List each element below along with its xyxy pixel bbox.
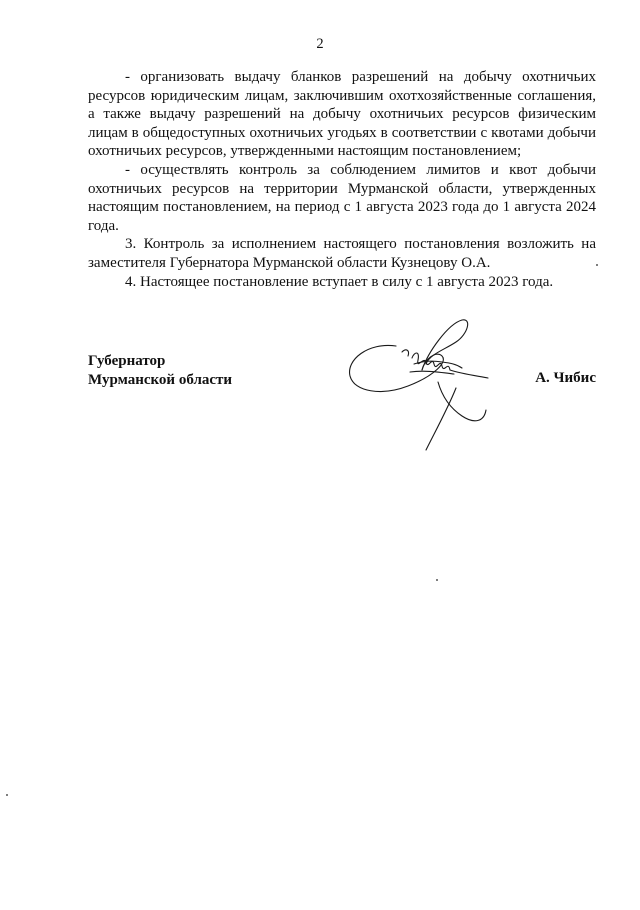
signatory-title-line2: Мурманской области [88,371,233,388]
paragraph-responsibility: 3. Контроль за исполнением настоящего постановления возложить на заместителя Губернатора Мурманской области Кузнецову О.А. [88,236,596,271]
document-body [88,68,596,291]
signatory-name: А. Чибис [535,370,596,386]
signatory-title [88,352,232,389]
paragraph-effective-date: 4. Настоящее постановление вступает в силу с 1 августа 2023 года. [125,273,554,290]
paragraph-issue-permits: - организовать выдачу бланков разрешений на добычу охотничьих ресурсов юридическим лицам, заключившим охотхозяйственные соглашения, а также выдачу разрешений на добычу охотничьих ресурсов физическим лицам в общедоступных охотничьих угодьях в соответствии с квотами добычи охотничьих ресурсов, утвержденными настоящим постановлением; [88,69,596,160]
paragraph-control-limits: - осуществлять контроль за соблюдением лимитов и квот добычи охотничьих ресурсов на территории Мурманской области, утвержденных настоящим постановлением, на период с 1 августа 2023 года до 1 августа 2024 года. [88,161,596,234]
scan-speck [436,579,438,581]
scan-speck [596,264,598,266]
scan-speck [6,794,8,796]
page-number: 2 [316,36,324,52]
signatory-title-line1: Губернатор [88,353,166,369]
handwritten-signature [338,312,508,462]
